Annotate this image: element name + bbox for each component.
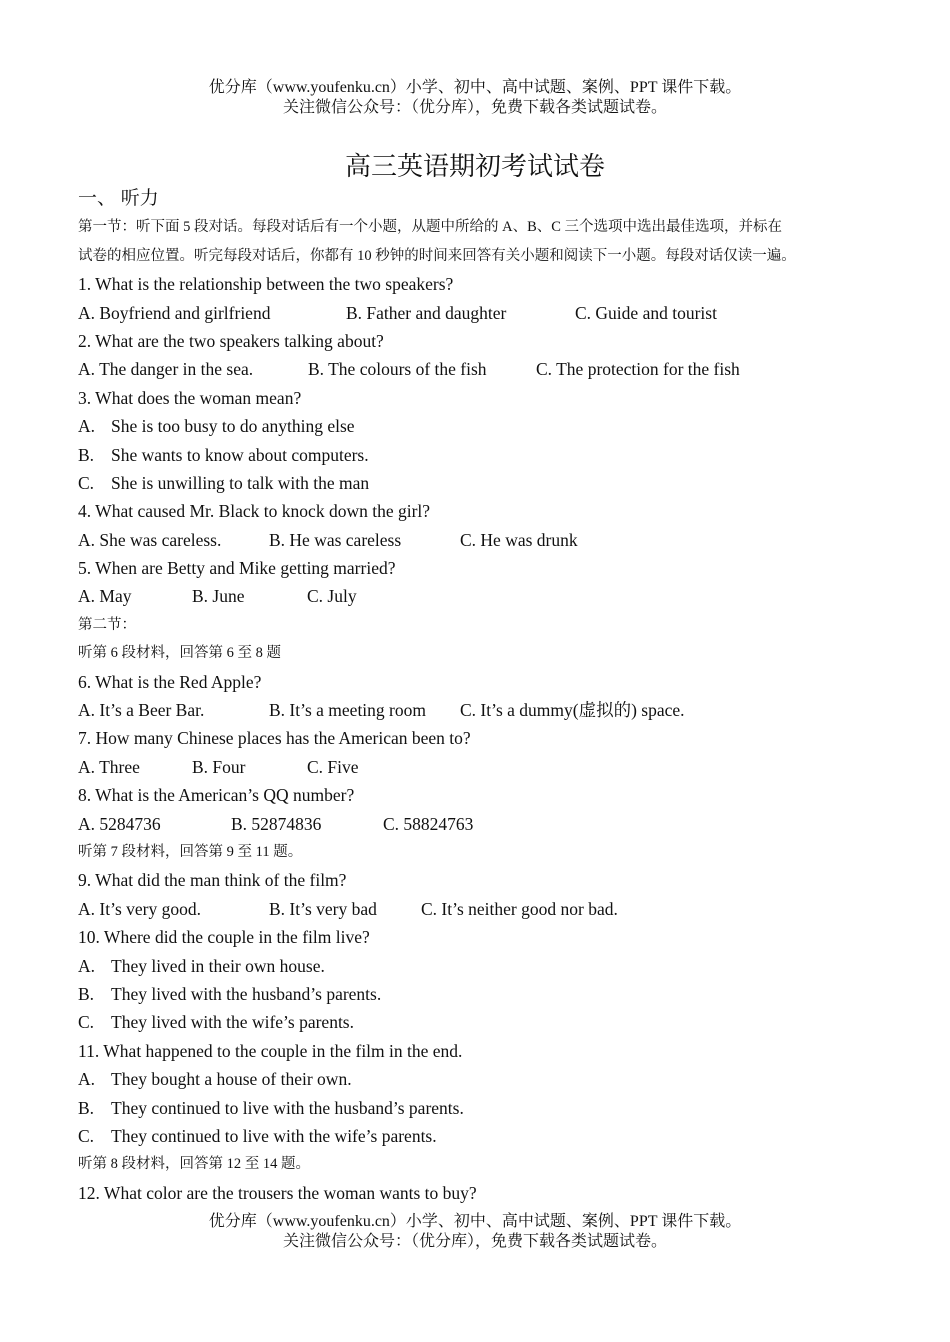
option-text: She is unwilling to talk with the man	[111, 472, 370, 493]
option-a: A. She was careless.	[78, 529, 222, 550]
option-b	[78, 1094, 898, 1122]
part1-instructions-b: 试卷的相应位置。听完每段对话后，你都有 10 秒钟的时间来回答有关小题和阅读下一小题。每段对话仅读一遍。	[78, 247, 796, 264]
option-c	[78, 469, 898, 497]
question-3: 3. What does the woman mean?	[78, 387, 302, 408]
option-a: A. Three	[78, 756, 140, 777]
option-a: A. 5284736	[78, 813, 161, 834]
option-b: B. It’s very bad	[269, 898, 377, 919]
option-c	[78, 1008, 898, 1036]
question-12: 12. What color are the trousers the woman wants to buy?	[78, 1182, 477, 1203]
options-row	[78, 895, 898, 923]
option-b: B. It’s a meeting room	[269, 700, 426, 721]
exam-content	[78, 185, 898, 1207]
option-b: B. June	[192, 586, 245, 607]
options-row	[78, 299, 898, 327]
question-8: 8. What is the American’s QQ number?	[78, 785, 355, 806]
option-text: She wants to know about computers.	[111, 444, 369, 465]
option-a	[78, 1065, 898, 1093]
passage-note-8: 听第 8 段材料，回答第 12 至 14 题。	[78, 1156, 310, 1173]
option-c	[78, 1122, 898, 1150]
options-row	[78, 696, 898, 724]
header-line-2: 关注微信公众号：（优分库），免费下载各类试题试卷。	[282, 99, 667, 116]
option-b: B. He was careless	[269, 529, 402, 550]
footer-line-1: 优分库（www.youfenku.cn）小学、初中、高中试题、案例、PPT 课件下载。	[208, 1213, 742, 1230]
option-text: She is too busy to do anything else	[111, 416, 355, 437]
option-b: B. 52874836	[231, 813, 322, 834]
option-text: They continued to live with the husband’s parents.	[111, 1097, 464, 1118]
option-c: C. It’s a dummy(虚拟的) space.	[460, 700, 685, 721]
option-c: C. 58824763	[383, 813, 474, 834]
option-label: B.	[78, 983, 95, 1004]
option-b: B. The colours of the fish	[308, 359, 487, 380]
options-row	[78, 810, 898, 838]
option-c: C. July	[307, 586, 357, 607]
option-label: A.	[78, 955, 96, 976]
option-text: They bought a house of their own.	[111, 1069, 352, 1090]
option-b: B. Father and daughter	[346, 302, 507, 323]
section-heading: 一、 听力	[78, 188, 159, 209]
options-row	[78, 355, 898, 383]
option-label: B.	[78, 444, 95, 465]
question-1: 1. What is the relationship between the two speakers?	[78, 274, 454, 295]
option-a: A. The danger in the sea.	[78, 359, 254, 380]
option-c: C. The protection for the fish	[536, 359, 740, 380]
part2-label: 第二节：	[78, 616, 136, 633]
option-a	[78, 412, 898, 440]
question-9: 9. What did the man think of the film?	[78, 870, 347, 891]
part1-instructions-a: 第一节：听下面 5 段对话。每段对话后有一个小题，从题中所给的 A、B、C 三个选项中选出最佳选项，并标在	[78, 219, 783, 236]
option-label: A.	[78, 416, 96, 437]
option-b: B. Four	[192, 756, 246, 777]
option-a	[78, 952, 898, 980]
question-4: 4. What caused Mr. Black to knock down the girl?	[78, 501, 431, 522]
option-c: C. It’s neither good nor bad.	[421, 898, 618, 919]
option-label: C.	[78, 472, 95, 493]
page-title: 高三英语期初考试试卷	[344, 152, 605, 181]
option-text: They continued to live with the wife’s parents.	[111, 1125, 437, 1146]
footer-line-2: 关注微信公众号：（优分库），免费下载各类试题试卷。	[282, 1233, 667, 1250]
option-b	[78, 980, 898, 1008]
question-7: 7. How many Chinese places has the American been to?	[78, 728, 471, 749]
option-text: They lived with the wife’s parents.	[111, 1012, 354, 1033]
option-a: A. Boyfriend and girlfriend	[78, 302, 271, 323]
option-a: A. May	[78, 586, 132, 607]
question-5: 5. When are Betty and Mike getting married?	[78, 558, 396, 579]
option-c: C. Guide and tourist	[575, 302, 717, 323]
question-11: 11. What happened to the couple in the film in the end.	[78, 1040, 463, 1061]
question-10: 10. Where did the couple in the film live?	[78, 927, 370, 948]
passage-note-6: 听第 6 段材料，回答第 6 至 8 题	[78, 645, 281, 662]
options-row	[78, 526, 898, 554]
page-footer	[0, 1212, 950, 1252]
option-a: A. It’s very good.	[78, 898, 201, 919]
option-text: They lived with the husband’s parents.	[111, 983, 382, 1004]
option-b	[78, 441, 898, 469]
option-c: C. Five	[307, 756, 359, 777]
option-c: C. He was drunk	[460, 529, 578, 550]
passage-note-7: 听第 7 段材料，回答第 9 至 11 题。	[78, 843, 303, 860]
question-6: 6. What is the Red Apple?	[78, 671, 262, 692]
question-2: 2. What are the two speakers talking about?	[78, 330, 384, 351]
option-label: B.	[78, 1097, 95, 1118]
option-label: C.	[78, 1125, 95, 1146]
option-a: A. It’s a Beer Bar.	[78, 700, 205, 721]
options-row	[78, 582, 898, 610]
option-label: A.	[78, 1069, 96, 1090]
option-text: They lived in their own house.	[111, 955, 325, 976]
option-label: C.	[78, 1012, 95, 1033]
options-row	[78, 753, 898, 781]
header-line-1: 优分库（www.youfenku.cn）小学、初中、高中试题、案例、PPT 课件下载。	[208, 79, 742, 96]
